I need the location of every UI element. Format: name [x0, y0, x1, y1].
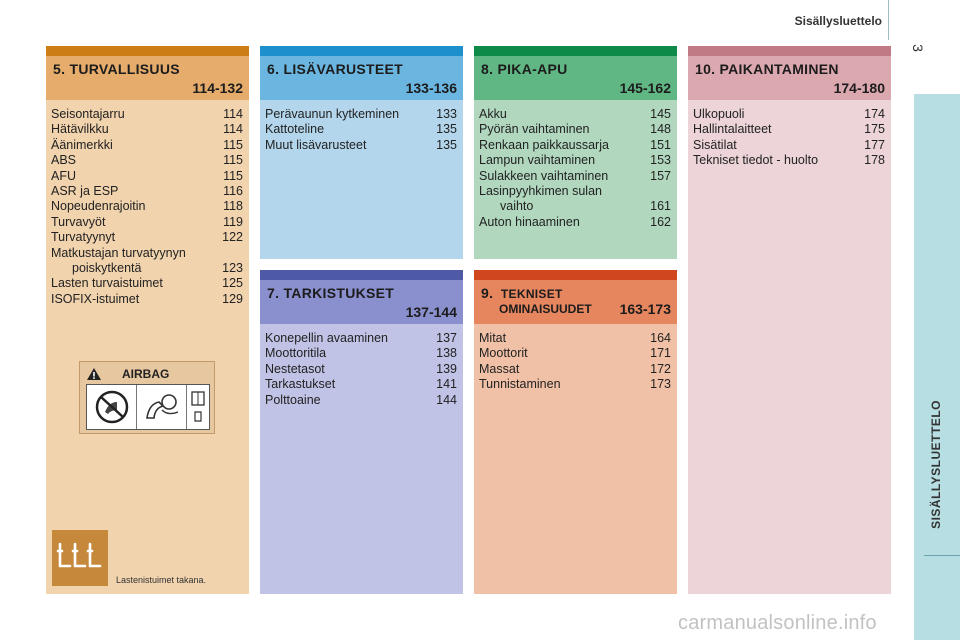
toc-entry[interactable] [265, 138, 457, 153]
toc-entry-page: 137 [436, 331, 457, 345]
toc-entry-page: 153 [650, 153, 671, 168]
toc-entry-page: 174 [864, 107, 885, 121]
toc-entry-page: 135 [436, 137, 457, 152]
toc-entry-label: Akku [479, 107, 507, 121]
section-header[interactable] [46, 56, 249, 100]
toc-entry-label: Turvavyöt [51, 214, 106, 229]
toc-entry-label: Tekniset tiedot - huolto [693, 153, 819, 168]
no-rear-facing-seat-icon [87, 385, 137, 429]
toc-entry-label: Lasinpyyhkimen sulan [479, 184, 602, 199]
toc-entry-label: AFU [51, 168, 76, 183]
toc-entry-label: poiskytkentä [72, 261, 142, 276]
toc-entry-label: Lasten turvaistuimet [51, 276, 163, 291]
toc-entry[interactable] [265, 362, 457, 377]
toc-entry-page: 162 [650, 214, 671, 229]
section-page-range: 133-136 [405, 80, 457, 96]
toc-entry[interactable] [479, 169, 671, 184]
toc-entry-label: Mitat [479, 331, 507, 345]
toc-entry-label: Hätävilkku [51, 122, 109, 137]
section-page-range: 163-173 [619, 301, 671, 317]
section-tarkistukset [260, 270, 463, 594]
toc-entry[interactable] [51, 261, 243, 276]
child-seats-icon [52, 530, 108, 586]
section-number: 9. [481, 285, 494, 301]
toc-entry-label: Matkustajan turvatyynyn [51, 245, 186, 260]
toc-entry-label: Nestetasot [265, 361, 325, 376]
toc-entry[interactable] [479, 331, 671, 346]
page-header-title: Sisällysluettelo [794, 14, 882, 28]
section-items [474, 100, 677, 236]
toc-entry-label: Moottorit [479, 346, 528, 361]
toc-entry-page: 148 [650, 122, 671, 137]
toc-entry[interactable] [479, 122, 671, 137]
toc-entry-label: Konepellin avaaminen [265, 331, 389, 345]
seat-caption: Lastenistuimet takana. [116, 575, 207, 585]
toc-entry-page: 141 [436, 377, 457, 392]
toc-entry-label: Renkaan paikkaussarja [479, 137, 609, 152]
section-title: 8. PIKA-APU [481, 61, 568, 77]
section-items [260, 100, 463, 159]
airbag-text: AIRBAG [122, 367, 170, 381]
section-items [474, 324, 677, 399]
section-header[interactable] [688, 56, 891, 100]
toc-entry-label: ISOFIX-istuimet [51, 291, 140, 306]
toc-entry-page: 161 [650, 199, 671, 214]
toc-entry[interactable] [51, 153, 243, 168]
toc-entry[interactable] [479, 107, 671, 122]
toc-entry[interactable] [51, 246, 243, 261]
toc-entry[interactable] [479, 377, 671, 392]
section-header[interactable] [474, 56, 677, 100]
toc-entry[interactable] [51, 169, 243, 184]
section-turvallisuus [46, 46, 249, 594]
toc-entry-page: 122 [222, 230, 243, 245]
toc-entry[interactable] [693, 122, 885, 137]
toc-entry[interactable] [51, 276, 243, 291]
toc-entry[interactable] [51, 107, 243, 122]
toc-entry-page: 125 [222, 276, 243, 291]
toc-entry-page: 133 [436, 107, 457, 121]
toc-entry[interactable] [51, 122, 243, 137]
toc-entry-label: ABS [51, 153, 77, 168]
toc-entry[interactable] [479, 346, 671, 361]
toc-entry-page: 151 [650, 137, 671, 152]
toc-entry-label: Turvatyynyt [51, 230, 116, 245]
toc-entry[interactable] [265, 346, 457, 361]
toc-entry-page: 177 [864, 137, 885, 152]
toc-entry-page: 114 [223, 107, 243, 121]
toc-entry-page: 139 [436, 361, 457, 376]
side-tab-label: SISÄLLYSLUETTELO [929, 400, 943, 529]
toc-entry[interactable] [265, 331, 457, 346]
header-rule [888, 0, 889, 40]
toc-entry-label: Äänimerkki [51, 137, 113, 152]
section-pika-apu [474, 46, 677, 259]
toc-entry-label: Sulakkeen vaihtaminen [479, 168, 609, 183]
toc-entry-page: 123 [222, 261, 243, 276]
toc-entry-label: Tunnistaminen [479, 377, 561, 392]
section-page-range: 137-144 [405, 304, 457, 320]
toc-entry-page: 118 [223, 199, 243, 214]
toc-entry-label: ASR ja ESP [51, 184, 119, 199]
toc-entry[interactable] [479, 362, 671, 377]
toc-entry-page: 135 [436, 122, 457, 137]
section-color-bar [260, 46, 463, 56]
section-title: 7. TARKISTUKSET [267, 285, 395, 301]
toc-entry[interactable] [479, 199, 671, 214]
section-color-bar [688, 46, 891, 56]
child-seat-airbag-icon [137, 385, 187, 429]
toc-entry-page: 173 [650, 377, 671, 392]
toc-entry[interactable] [51, 199, 243, 214]
toc-entry-page: 138 [436, 346, 457, 361]
toc-entry[interactable] [51, 215, 243, 230]
toc-entry-label: Hallintalaitteet [693, 122, 772, 137]
section-tekniset-ominaisuudet [474, 270, 677, 594]
toc-entry-label: Polttoaine [265, 392, 321, 407]
section-title: 6. LISÄVARUSTEET [267, 61, 404, 77]
toc-entry-page: 115 [223, 153, 243, 168]
section-color-bar [260, 270, 463, 280]
toc-entry-label: Massat [479, 361, 520, 376]
toc-entry-label: Lampun vaihtaminen [479, 153, 596, 168]
toc-entry-label: Perävaunun kytkeminen [265, 107, 400, 121]
toc-entry[interactable] [479, 215, 671, 230]
toc-entry[interactable] [265, 122, 457, 137]
toc-entry[interactable] [51, 292, 243, 307]
section-header[interactable] [260, 280, 463, 324]
section-page-range: 114-132 [192, 80, 243, 96]
warning-triangle-icon [86, 367, 102, 381]
section-color-bar [46, 46, 249, 56]
watermark: carmanualsonline.info [678, 612, 877, 634]
toc-entry-page: 119 [223, 214, 243, 229]
toc-entry-page: 175 [864, 122, 885, 137]
section-title-line2: OMINAISUUDET [499, 302, 592, 316]
toc-entry-page: 129 [222, 291, 243, 306]
toc-entry-page: 172 [650, 361, 671, 376]
section-header[interactable] [260, 56, 463, 100]
toc-entry-label: Moottoritila [265, 346, 327, 361]
side-tab-rule [924, 555, 960, 556]
section-items [260, 324, 463, 414]
toc-entry-label: Muut lisävarusteet [265, 137, 367, 152]
toc-entry-page: 145 [650, 107, 671, 121]
toc-entry[interactable] [479, 138, 671, 153]
section-color-bar [474, 46, 677, 56]
section-page-range: 145-162 [619, 80, 671, 96]
toc-entry-label: Ulkopuoli [693, 107, 745, 121]
manual-book-icon [187, 385, 209, 429]
section-page-range: 174-180 [833, 80, 885, 96]
toc-entry-label: Pyörän vaihtaminen [479, 122, 590, 137]
toc-entry-page: 116 [223, 184, 243, 199]
toc-entry[interactable] [265, 393, 457, 408]
section-header[interactable] [474, 280, 677, 324]
toc-entry-page: 115 [223, 168, 243, 183]
side-tab[interactable] [914, 94, 960, 640]
toc-entry-label: Nopeudenrajoitin [51, 199, 146, 214]
toc-entry-label: Auton hinaaminen [479, 214, 580, 229]
section-title: 10. PAIKANTAMINEN [695, 61, 839, 77]
section-items [46, 100, 249, 313]
toc-entry[interactable] [51, 184, 243, 199]
toc-entry[interactable] [693, 107, 885, 122]
toc-entry-page: 144 [436, 392, 457, 407]
toc-entry[interactable] [51, 230, 243, 245]
section-title-line1: TEKNISET [500, 287, 563, 301]
toc-entry-label: Sisätilat [693, 137, 737, 152]
toc-entry[interactable] [693, 153, 885, 168]
toc-entry-page: 171 [650, 346, 671, 361]
toc-entry[interactable] [479, 153, 671, 168]
toc-entry-label: Kattoteline [265, 122, 325, 137]
toc-entry-page: 115 [223, 137, 243, 152]
section-lisavarusteet [260, 46, 463, 259]
section-color-bar [474, 270, 677, 280]
toc-entry-page: 178 [864, 153, 885, 168]
toc-entry-label: Seisontajarru [51, 107, 125, 121]
toc-entry[interactable] [51, 138, 243, 153]
airbag-warning-label [79, 361, 215, 434]
toc-entry-page: 114 [223, 122, 243, 137]
toc-entry-page: 164 [650, 331, 671, 345]
page-number: 3 [909, 44, 926, 52]
toc-entry[interactable] [479, 184, 671, 199]
toc-entry[interactable] [265, 377, 457, 392]
toc-entry[interactable] [265, 107, 457, 122]
toc-entry-page: 157 [650, 168, 671, 183]
toc-entry[interactable] [693, 138, 885, 153]
section-title: 5. TURVALLISUUS [53, 61, 180, 77]
section-items [688, 100, 891, 175]
toc-entry-label: vaihto [500, 199, 534, 214]
toc-entry-label: Tarkastukset [265, 377, 336, 392]
section-paikantaminen [688, 46, 891, 594]
